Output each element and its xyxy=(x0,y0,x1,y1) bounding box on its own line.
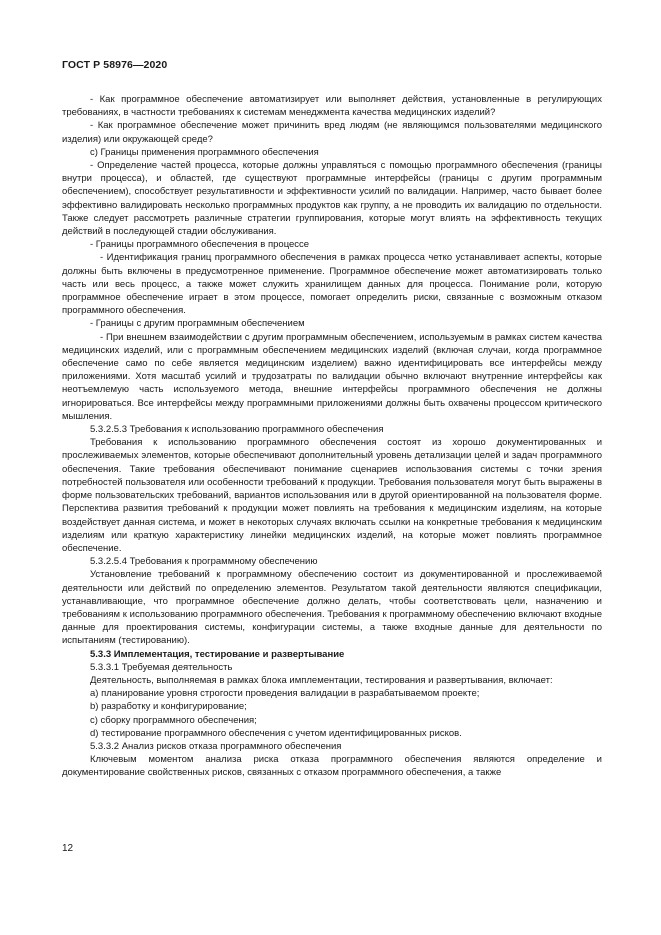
section-heading: 5.3.2.5.4 Требования к программному обеспечению xyxy=(90,556,318,568)
list-item: c) сборку программного обеспечения; xyxy=(90,714,257,726)
document-header: ГОСТ Р 58976—2020 xyxy=(62,59,168,71)
paragraph: Деятельность, выполняемая в рамках блока имплементации, тестирования и развертывания, включает: xyxy=(90,674,553,686)
section-heading: 5.3.2.5.3 Требования к использованию программного обеспечения xyxy=(90,424,384,436)
paragraph: c) Границы применения программного обеспечения xyxy=(90,146,319,158)
paragraph: - Как программное обеспечение автоматизирует или выполняет действия, установленные в регулирующих требованиях, в частности требованиях к системам менеджмента качества медицинских изделий? xyxy=(62,94,602,119)
paragraph: - При внешнем взаимодействии с другим программным обеспечением, используемым в рамках систем качества медицинских изделий, или с программным обеспечением медицинских изделий (включая случаи, когда программное обеспечение само по себе является медицинским изделием) важно идентифицировать все интерфейсы между приложениями. Хотя масштаб усилий и трудозатраты по валидации обычно включают внутренние интерфейсы как неотъемлемую часть используемого метода, внешние интерфейсы программного обеспечения не должны игнорироваться. Все интерфейсы между программными приложениями должны быть охвачены процессом критического мышления. xyxy=(62,331,602,422)
paragraph: - Границы программного обеспечения в процессе xyxy=(90,239,310,251)
list-item: a) планирование уровня строгости проведения валидации в разрабатываемом проекте; xyxy=(90,688,480,700)
list-item: d) тестирование программного обеспечения с учетом идентифицированных рисков. xyxy=(90,727,462,739)
paragraph: Установление требований к программному обеспечению состоит из документированной и прослеживаемой деятельности или действий по определению элементов. Результатом такой деятельности являются спецификации, устанавливающие, что программное обеспечение должно делать, чтобы соответствовать цели, назначению и требованиям к использованию программного обеспечения. Требования к программному обеспечению включают входные данные для проектирования системы, конфигурации системы, а также входные данные для деятельности по испытаниям (тестированию). xyxy=(62,569,602,647)
paragraph: Ключевым моментом анализа риска отказа программного обеспечения являются определение и документирование свойственных рисков, связанных с отказом программного обеспечения, а также xyxy=(62,754,602,779)
paragraph: - Границы с другим программным обеспечением xyxy=(90,318,305,330)
document-body xyxy=(62,93,602,780)
section-heading: 5.3.3.2 Анализ рисков отказа программного обеспечения xyxy=(90,740,342,752)
section-heading-bold: 5.3.3 Имплементация, тестирование и развертывание xyxy=(90,648,345,660)
paragraph: - Определение частей процесса, которые должны управляться с помощью программного обеспечения (границы внутри процесса), и областей, где существуют программные интерфейсы (границы с другим программным обеспечением), способствует результативности и эффективности усилий по валидации. Например, часто бывает более эффективно валидировать несколько программных продуктов как группу, а не проводить их валидацию по отдельности. Также следует рассмотреть различные стратегии группирования, которые могут влиять на эффективность текущих действий в последующей стадии обслуживания. xyxy=(62,160,602,238)
paragraph: - Как программное обеспечение может причинить вред людям (не являющимся пользователями медицинского изделия) или окружающей среде? xyxy=(62,120,602,145)
section-heading: 5.3.3.1 Требуемая деятельность xyxy=(90,661,233,673)
page-number: 12 xyxy=(62,843,74,854)
paragraph: - Идентификация границ программного обеспечения в рамках процесса четко устанавливает аспекты, которые должны быть включены в предусмотренное применение. Программное обеспечение может автоматизировать только часть или весь процесс, а также может служить хранилищем данных для процесса. Понимание роли, которую программное обеспечение играет в этом процессе, помогает определить риски, связанные с возможным отказом программного обеспечения. xyxy=(62,252,602,317)
paragraph: Требования к использованию программного обеспечения состоят из хорошо документированных и прослеживаемых элементов, которые обеспечивают дополнительный уровень детализации целей и задач программного обеспечения. Такие требования обеспечивают понимание сценариев использования системы с точки зрения потребностей пользователя или особенности требований к продукции. Требования пользователя могут быть выражены в форме пользовательских требований, вариантов использования или в другой ориентированной на пользователя форме. Перспектива развития требований к продукции может повлиять на требования к медицинским изделиям, на которые воздействует данная система, и может в некоторых случаях включать ссылки на конкретные требования к медицинским изделиям или краткую характеристику линейки медицинских изделий, на которые может повлиять программное обеспечение. xyxy=(62,437,602,554)
list-item: b) разработку и конфигурирование; xyxy=(90,701,247,713)
